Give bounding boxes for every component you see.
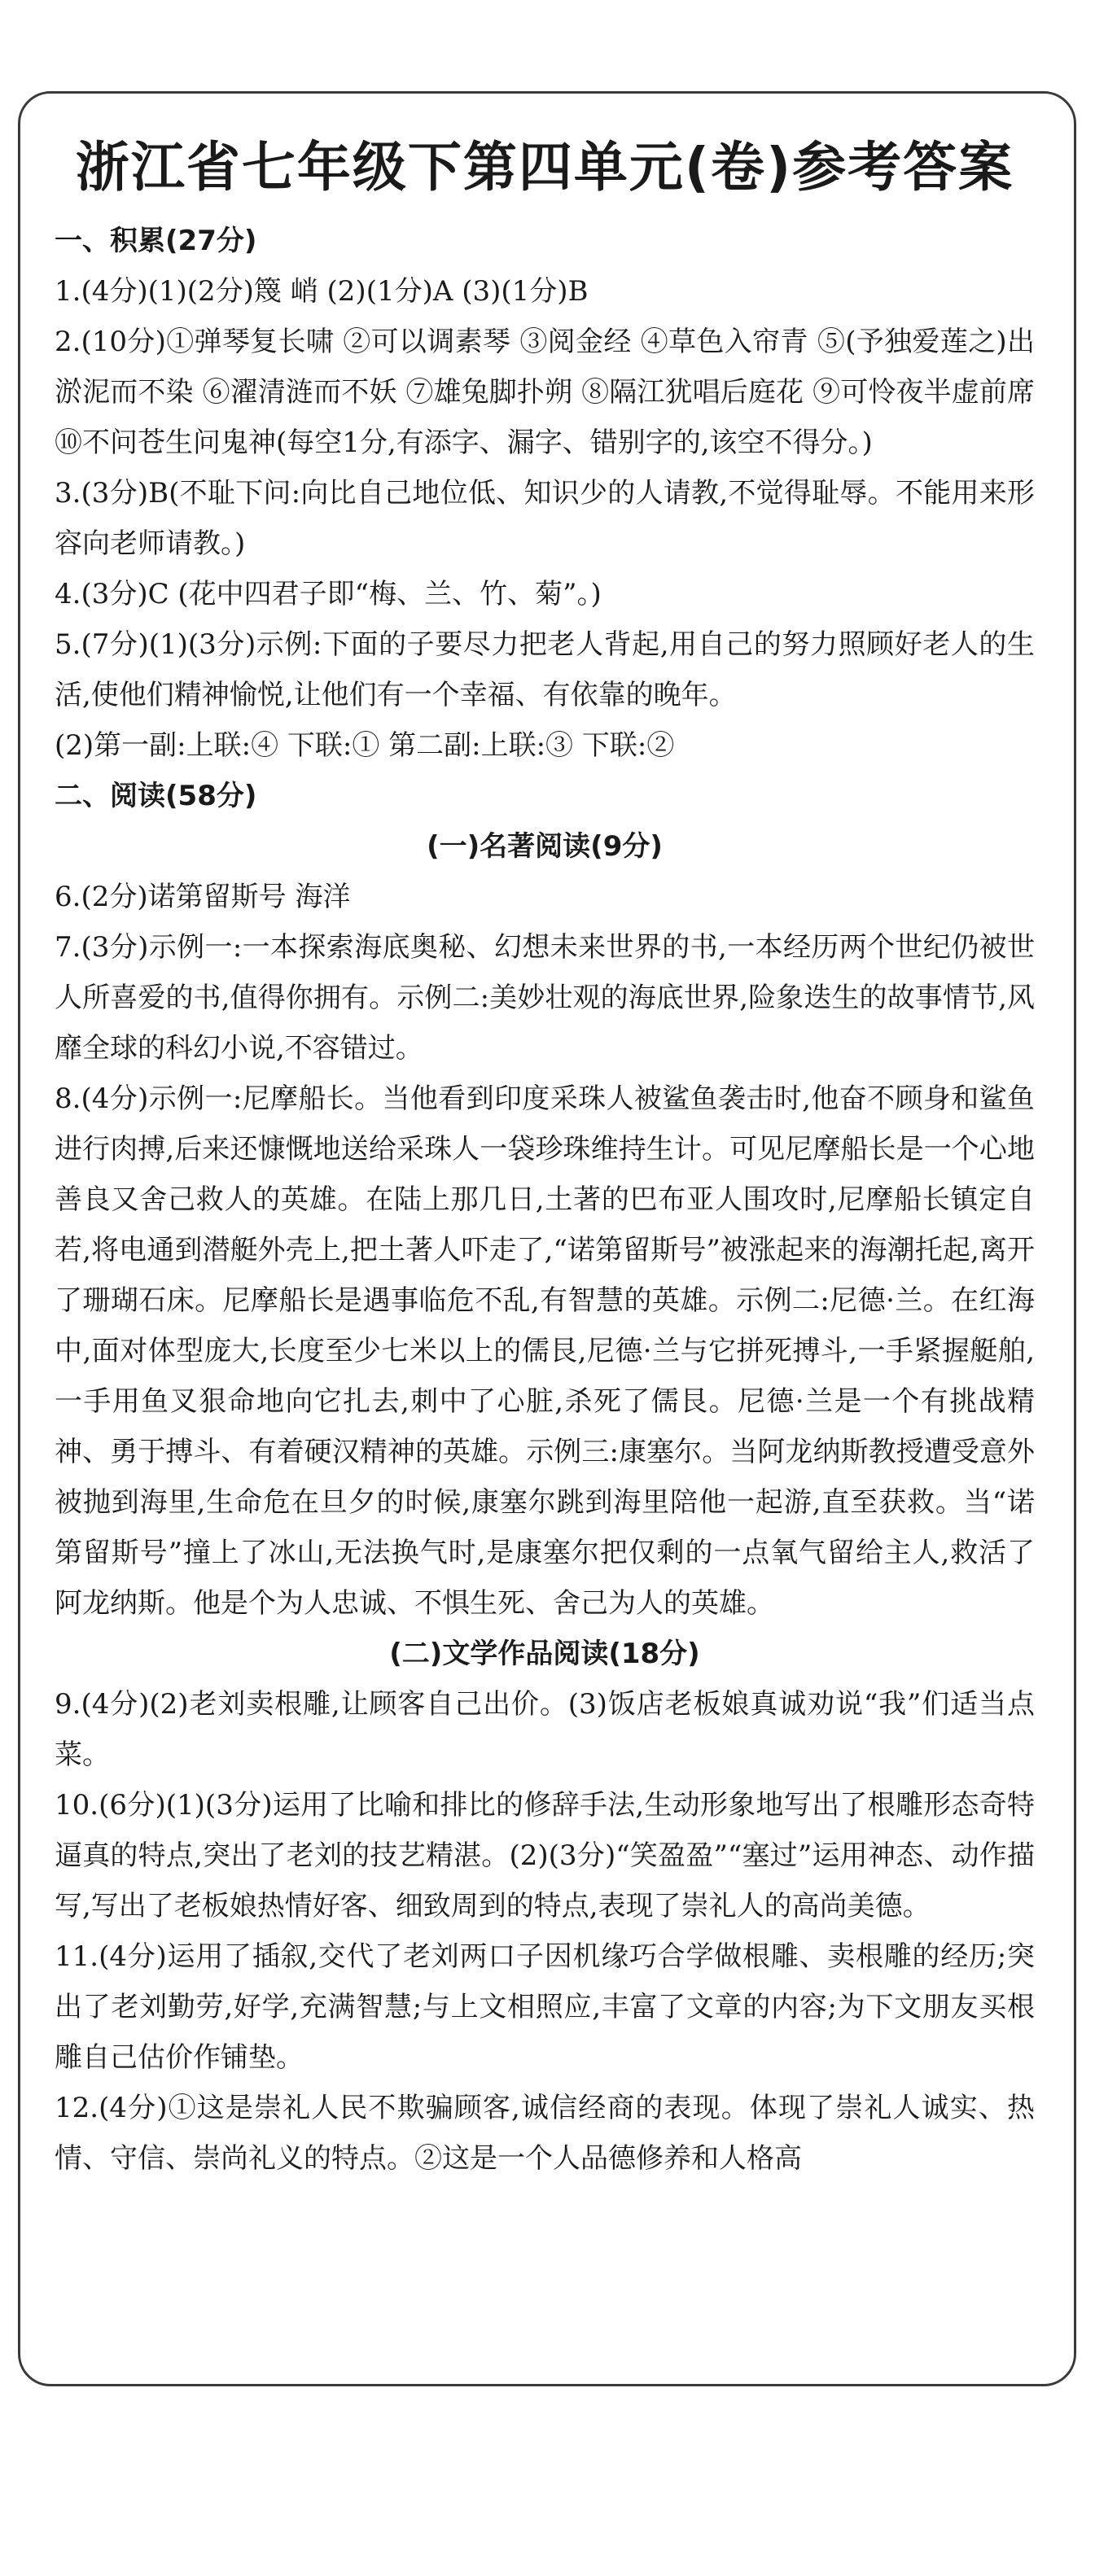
section-heading-reading: 二、阅读(58分): [55, 780, 257, 812]
answer-item-8: 8.(4分)示例一:尼摩船长。当他看到印度采珠人被鲨鱼袭击时,他奋不顾身和鲨鱼进行肉搏,后来还慷慨地送给采珠人一袋珍珠维持生计。可见尼摩船长是一个心地善良又舍己救人的英雄。在陆上那几日,土著的巴布亚人围攻时,尼摩船长镇定自若,将电通到潜艇外壳上,把土著人吓走了,“诺第留斯号”被涨起来的海潮托起,离开了珊瑚石床。尼摩船长是遇事临危不乱,有智慧的英雄。示例二:尼德·兰。在红海中,面对体型庞大,长度至少七米以上的儒艮,尼德·兰与它拼死搏斗,一手紧握艇舶,一手用鱼叉狠命地向它扎去,刺中了心脏,杀死了儒艮。尼德·兰是一个有挑战精神、勇于搏斗、有着硬汉精神的英雄。示例三:康塞尔。当阿龙纳斯教授遭受意外被抛到海里,生命危在旦夕的时候,康塞尔跳到海里陪他一起游,直至获救。当“诺第留斯号”撞上了冰山,无法换气时,是康塞尔把仅剩的一点氧气留给主人,救活了阿龙纳斯。他是个为人忠诚、不惧生死、舍己为人的英雄。: [55, 1082, 1035, 1620]
answer-item-1: 1.(4分)(1)(2分)篾 峭 (2)(1分)A (3)(1分)B: [55, 275, 589, 308]
answer-item-7: 7.(3分)示例一:一本探索海底奥秘、幻想未来世界的书,一本经历两个世纪仍被世人所喜爱的书,值得你拥有。示例二:美妙壮观的海底世界,险象迭生的故事情节,风靡全球的科幻小说,不容错过。: [55, 931, 1035, 1065]
subsection-heading-classics-reading: (一)名著阅读(9分): [427, 830, 663, 863]
answer-sheet-frame: [18, 91, 1076, 2386]
section-heading-accumulation: 一、积累(27分): [55, 225, 257, 257]
answer-item-5: 5.(7分)(1)(3分)示例:下面的子要尽力把老人背起,用自己的努力照顾好老人的生活,使他们精神愉悦,让他们有一个幸福、有依靠的晚年。: [55, 628, 1035, 711]
answer-item-10: 10.(6分)(1)(3分)运用了比喻和排比的修辞手法,生动形象地写出了根雕形态奇特逼真的特点,突出了老刘的技艺精湛。(2)(3分)“笑盈盈”“塞过”运用神态、动作描写,写出了老板娘热情好客、细致周到的特点,表现了崇礼人的高尚美德。: [55, 1789, 1035, 1922]
answer-item-6: 6.(2分)诺第留斯号 海洋: [55, 881, 351, 913]
answer-item-11: 11.(4分)运用了插叙,交代了老刘两口子因机缘巧合学做根雕、卖根雕的经历;突出了老刘勤劳,好学,充满智慧;与上文相照应,丰富了文章的内容;为下文朋友买根雕自己估价作铺垫。: [55, 1940, 1035, 2074]
subsection-heading-literary-reading: (二)文学作品阅读(18分): [389, 1638, 700, 1670]
answer-item-3: 3.(3分)B(不耻下问:向比自己地位低、知识少的人请教,不觉得耻辱。不能用来形容向老师请教。): [55, 477, 1035, 560]
answer-item-4: 4.(3分)C (花中四君子即“梅、兰、竹、菊”。): [55, 578, 602, 610]
answer-item-5-part-2: (2)第一副:上联:④ 下联:① 第二副:上联:③ 下联:②: [55, 729, 675, 762]
answer-item-2: 2.(10分)①弹琴复长啸 ②可以调素琴 ③阅金经 ④草色入帘青 ⑤(予独爱莲之)出淤泥而不染 ⑥濯清涟而不妖 ⑦雄兔脚扑朔 ⑧隔江犹唱后庭花 ⑨可怜夜半虚前席 ⑩不问苍生问鬼神(每空1分,有添字、漏字、错别字的,该空不得分。): [55, 326, 1035, 459]
answer-item-12: 12.(4分)①这是崇礼人民不欺骗顾客,诚信经商的表现。体现了崇礼人诚实、热情、守信、崇尚礼义的特点。②这是一个人品德修养和人格高: [55, 2092, 1035, 2175]
page-title: 浙江省七年级下第四单元(卷)参考答案: [75, 136, 1014, 199]
answer-item-9: 9.(4分)(2)老刘卖根雕,让顾客自己出价。(3)饭店老板娘真诚劝说“我”们适当点菜。: [55, 1688, 1035, 1771]
